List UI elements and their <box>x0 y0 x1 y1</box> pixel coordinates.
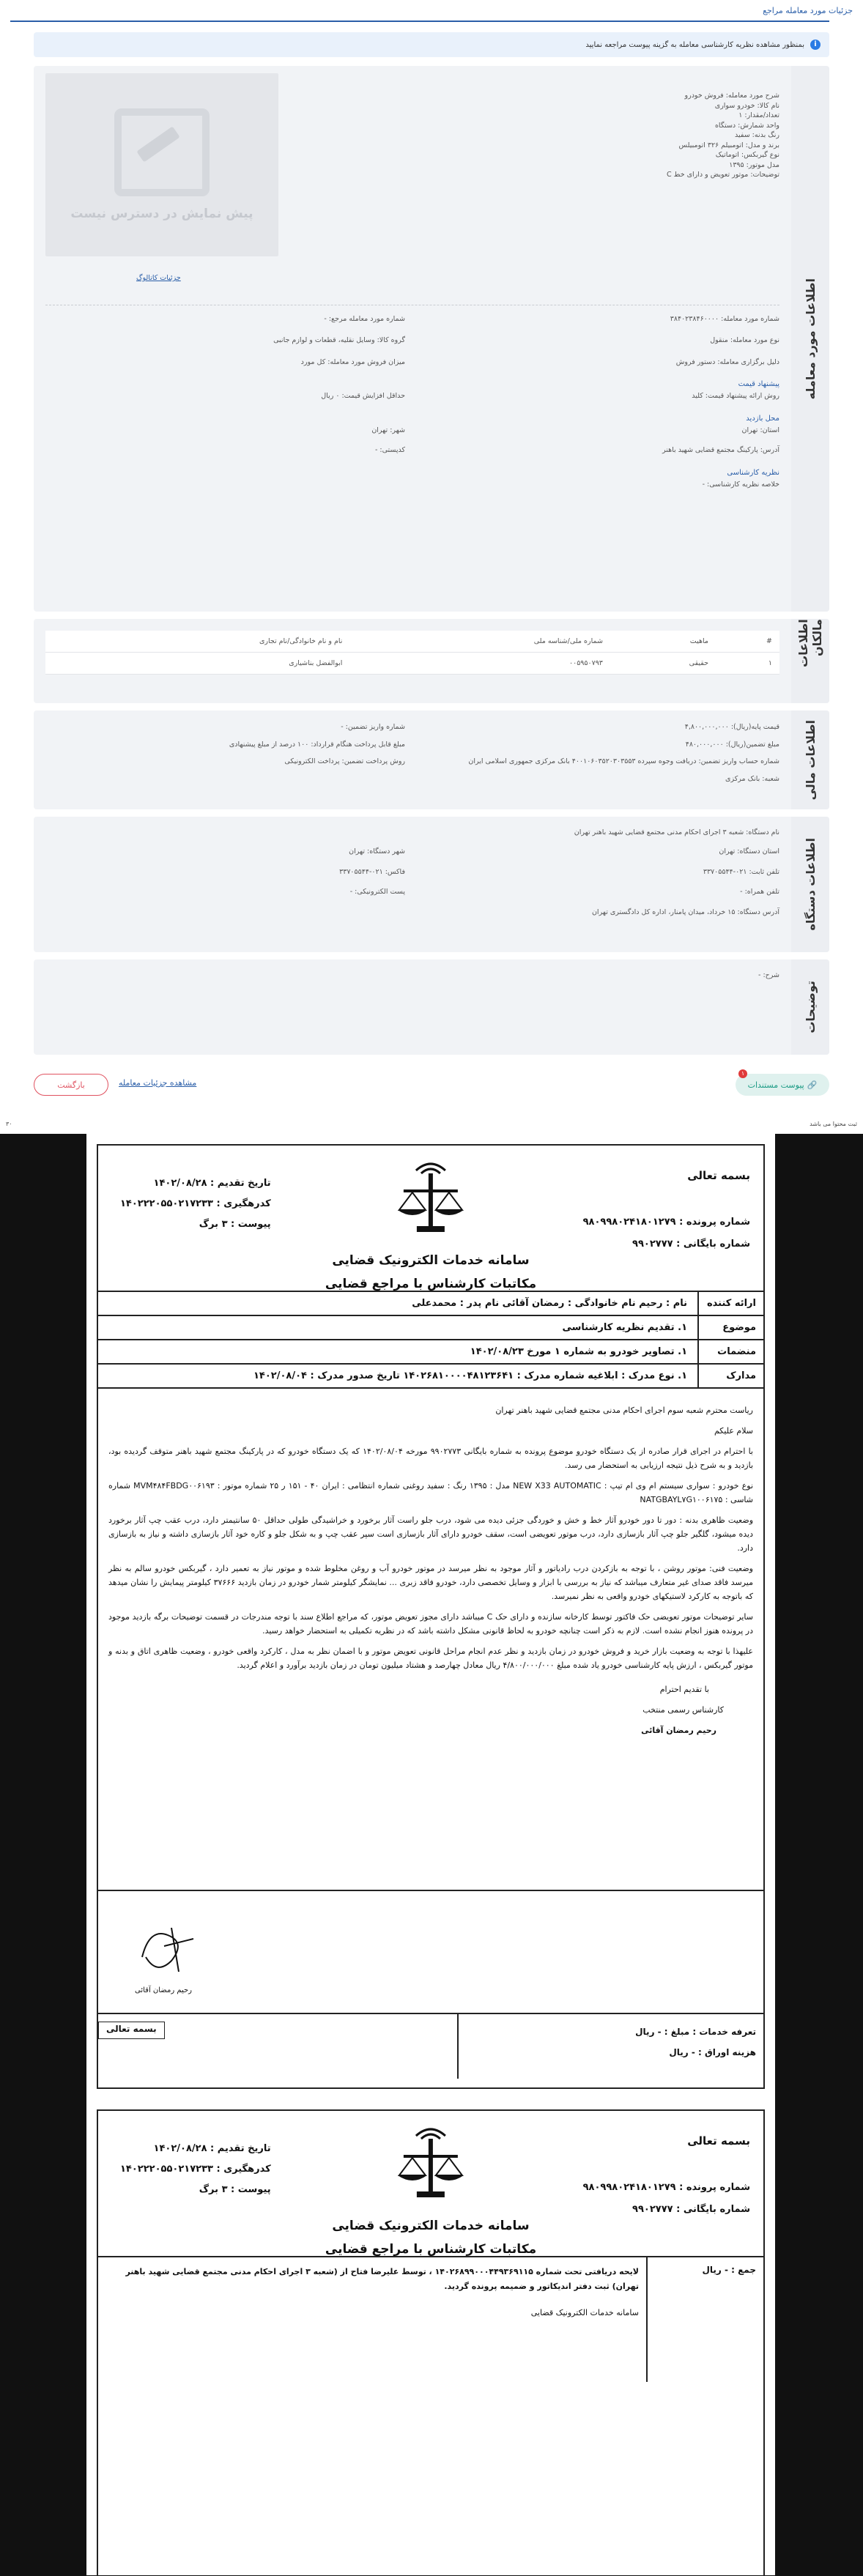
signature-name: رحیم رمضان آقائی <box>135 1986 193 1994</box>
device-fields <box>45 847 779 917</box>
signer-name: رحیم رمضان آقائی <box>641 1726 716 1735</box>
document-header-2 <box>98 2111 763 2257</box>
deal-field: شماره مورد معامله: ۳۸۴۰۲۳۸۴۶۰۰۰۰ <box>670 314 779 323</box>
letter-body <box>98 1389 763 1751</box>
service-fee: تعرفه خدمات : مبلغ : - ریال <box>635 2027 756 2037</box>
device-field: استان دستگاه: تهران <box>719 847 779 855</box>
info-icon: i <box>810 40 821 50</box>
archive-number: شماره بایگانی : ۹۹۰۲۷۷۷ <box>632 1239 750 1250</box>
spec-line: رنگ بدنه: سفید <box>735 131 779 139</box>
action-bar <box>34 1068 829 1097</box>
column-header: # <box>716 631 779 653</box>
case-number-2: شماره پرونده : ۹۸۰۹۹۸۰۲۴۱۸۰۱۲۷۹ <box>582 2182 750 2193</box>
finance-field: مبلغ تضمین(ریال): ۴۸۰,۰۰۰,۰۰۰ <box>685 740 779 749</box>
location-fields <box>45 426 779 456</box>
finance-field: روش پرداخت تضمین: پرداخت الکترونیکی <box>284 757 405 765</box>
submit-date-2: تاریخ تقدیم : ۱۴۰۲/۰۸/۲۸ <box>153 2143 271 2154</box>
document-page-2 <box>86 2099 775 2575</box>
case-number: شماره پرونده : ۹۸۰۹۹۸۰۲۴۱۸۰۱۲۷۹ <box>582 1217 750 1228</box>
spec-line: واحد شمارش: دستگاه <box>714 121 779 130</box>
spec-line: نوع گیربکس: اتوماتیک <box>715 151 779 159</box>
location-field: آدرس: پارکینگ مجتمع قضایی شهید باهنر <box>662 446 779 454</box>
signature-box <box>98 1890 763 2014</box>
spec-line: نام کالا: خودرو سواری <box>714 101 779 110</box>
tracking-code: کدرهگیری : ۱۴۰۲۲۲۰۵۵۰۲۱۷۲۳۳ <box>120 1198 271 1209</box>
finance-section <box>34 710 829 809</box>
device-field: آدرس دستگاه: ۱۵ خرداد، میدان پامنار، اداره کل دادگستری تهران <box>591 907 779 916</box>
finance-section-label: اطلاعات مالی <box>791 710 829 809</box>
attachments-button[interactable]: 🔗 پیوست مستندات <box>736 1074 829 1096</box>
image-placeholder <box>45 73 278 256</box>
basmala-2: بسمه تعالی <box>687 2134 750 2148</box>
field-key: ارائه کننده <box>697 1292 763 1315</box>
receipt-text: لایحه دریافتی تحت شماره ۱۴۰۲۶۸۹۹۰۰۰۴۴۹۳۶۹۱۱۵ ، توسط علیرضا فتاح از (شعبه ۳ اجرای احکام مدنی مجتمع قضایی شهید باهنر تهران) ثبت دفتر اندیکاتور و ضمیمه پرونده گردید. <box>125 2267 639 2291</box>
attachments-count-badge: ۱ <box>738 1069 747 1078</box>
owners-section-label: اطلاعات مالکان <box>791 619 829 703</box>
spec-line: برند و مدل: اتومبیلم ۳۲۶ اتومبیلس <box>678 141 779 149</box>
device-name: نام دستگاه: شعبه ۳ اجرای احکام مدنی مجتمع قضایی شهید باهنر تهران <box>574 828 779 836</box>
table-cell: ۰۰۵۹۵۰۷۹۳ <box>349 653 610 675</box>
column-header: نام و نام خانوادگی/نام تجاری <box>45 631 349 653</box>
document-field-row <box>98 1340 763 1365</box>
column-header: ماهیت <box>610 631 716 653</box>
table-cell: ابوالفضل بناشیاری <box>45 653 349 675</box>
archive-number-2: شماره بایگانی : ۹۹۰۲۷۷۷ <box>632 2204 750 2215</box>
location-field: استان: تهران <box>741 426 779 434</box>
field-key: مدارک <box>697 1365 763 1387</box>
viewer-toolbar <box>0 1113 863 1134</box>
document-field-row <box>98 1316 763 1340</box>
judiciary-emblem-icon <box>390 2123 471 2203</box>
finance-field: قیمت پایه(ریال): ۴,۸۰۰,۰۰۰,۰۰۰ <box>684 723 779 731</box>
field-value: ۱. تقدیم نظریه کارشناسی <box>562 1322 687 1333</box>
org-subtitle: مکاتبات کارشناس با مراجع قضایی <box>325 1277 537 1291</box>
deal-field: گروه کالا: وسایل نقلیه، قطعات و لوازم جانبی <box>273 336 405 344</box>
device-field: پست الکترونیکی: - <box>349 888 405 896</box>
finance-field: شماره حساب واریز تضمین: دریافت وجوه سپرده ۴۰۰۱۰۶۰۳۵۲۰۳۰۳۵۵۳ بانک مرکزی جمهوری اسلامی ایران <box>468 757 779 765</box>
deal-field: میزان فروش مورد معامله: کل مورد <box>300 357 405 366</box>
letter-paragraph: با احترام در اجرای قرار صادره از یک دستگاه خودرو موضوع پرونده به شماره بایگانی ۹۹۰۲۷۷۳ مورخه ۱۴۰۲/۰۸/۰۴ که یک دستگاه خودرو که در پارکینگ مجتمع شهید باهنر متوقف گردیده بود، بازدید و به شرح ذیل نتیجه ارزیابی به استحضار می رسد. <box>108 1447 753 1470</box>
deal-section <box>34 66 829 612</box>
info-banner <box>34 32 829 57</box>
field-value: ۱. تصاویر خودرو به شماره ۱ مورخ ۱۴۰۲/۰۸/۲۳ <box>470 1346 687 1357</box>
catalog-link[interactable]: جزئیات کاتالوگ <box>136 274 181 282</box>
fees-row <box>98 2013 763 2079</box>
spec-line: تعداد/مقدار: ۱ <box>738 111 779 119</box>
deal-details-panel <box>0 0 863 1134</box>
device-field: شهر دستگاه: تهران <box>349 847 405 855</box>
viewer-strip-text: ثبت محتوا می باشد <box>810 1120 857 1127</box>
location-field: کدپستی: - <box>374 446 405 454</box>
location-field: شهر: تهران <box>371 426 405 434</box>
table-cell: حقیقی <box>610 653 716 675</box>
document-viewer[interactable] <box>0 1134 863 2576</box>
notes-section-label: توضیحات <box>791 959 829 1055</box>
owners-section <box>34 619 829 703</box>
addressee: ریاست محترم شعبه سوم اجرای احکام مدنی مجتمع قضایی شهید باهنر تهران <box>495 1406 753 1415</box>
paper-cost: هزینه اوراق : - ریال <box>669 2047 756 2057</box>
letter-paragraph: علیهذا با توجه به وضعیت بازار خرید و فروش خودرو در زمان بازدید و نظر عدم انجام مراحل قانونی تعویض موتور و با اضمان نظر به مدل ، کارکرد واقعی خودرو ، وضعیت ظاهری اتاق و بدنه و موتور گیربکس ، ارزش پایه کارشناسی خودرو یاد شده مبلغ ۴/۸۰۰/۰۰۰/۰۰۰ ریال معادل چهارصد و هشتاد میلیون تومان در زمان بازدید برآورد و اعلام گردید. <box>108 1647 753 1670</box>
device-section <box>34 817 829 952</box>
tracking-code-2: کدرهگیری : ۱۴۰۲۲۲۰۵۵۰۲۱۷۲۳۳ <box>120 2164 271 2175</box>
finance-field: شعبه: بانک مرکزی <box>725 774 779 783</box>
device-section-label: اطلاعات دستگاه <box>791 817 829 952</box>
offer-field: حداقل افزایش قیمت: ۰ ریال <box>321 392 405 400</box>
signature-image <box>127 1913 208 1986</box>
page-title: جزئیات مورد معامله مراجع <box>763 5 853 15</box>
device-field: فاکس: ۰۲۱-۳۳۷۰۵۵۴۴ <box>339 867 405 876</box>
back-button[interactable]: بازگشت <box>34 1074 108 1096</box>
total: جمع : - ریال <box>646 2257 763 2382</box>
offer-field: روش ارائه پیشنهاد قیمت: کلید <box>692 392 779 400</box>
signer-title: کارشناس رسمی منتخب <box>642 1705 724 1715</box>
table-row <box>45 653 779 675</box>
spec-line: مدل موتور: ۱۳۹۵ <box>729 160 779 169</box>
field-key: موضوع <box>697 1316 763 1339</box>
deal-field: دلیل برگزاری معامله: دستور فروش <box>675 357 779 366</box>
document-header <box>98 1146 763 1292</box>
letter-paragraph: سایر توضیحات موتور تعویضی حک فاکتور توسط کارخانه سازنده و دارای حک C میباشد دارای مجوز تعویض موتور، که مراجع اطلاع سند با توجه مندرجات در قسمت توضیحات برگه بازدید موجود در پرونده هنوز انجام نشده است. لازم به ذکر است چنانچه خودرو به لحاظ قانونی مشکل داشته باشد که در نظریه تکمیلی به استحضار خواهد رسید. <box>108 1612 753 1636</box>
field-key: منضمات <box>697 1340 763 1363</box>
receipt-row <box>98 2257 763 2382</box>
opinion-fields <box>45 480 779 490</box>
field-value: نام : رحیم نام خانوادگی : رمضان آقائی نام پدر : محمدعلی <box>412 1298 687 1309</box>
receipt-org: سامانه خدمات الکترونیک قضایی <box>530 2308 639 2317</box>
document-field-row <box>98 1365 763 1389</box>
letter-paragraph: نوع خودرو : سواری سیستم ام وی ام تیپ : NEW X33 AUTOMATIC مدل : ۱۳۹۵ رنگ : سفید روغنی شماره انتظامی : ایران ۴۰ - ۱۵۱ ر ۲۵ شماره موتور : MVM۴۸۴FBDG۰۰۶۱۹۳ شماره شاسی : NATGBAYL۷G۱۰۰۶۱۷۵ <box>108 1481 754 1504</box>
table-cell: ۱ <box>716 653 779 675</box>
letter-paragraph: وضعیت فنی: موتور روشن ، با توجه به بازکردن درب رادیاتور و آثار موجود به نظر میرسد در موتور خودرو آب و روغن مخلوط شده و موتور نیاز به تعمیر دارد ، گیربکس خودرو سالم به نظر میرسد فاقد صدای غیر متعارف میباشد که نیاز به بررسی با ابزار و وسایل تخصصی دارد، خودرو فاقد زبری ... نمایشگر کیلومتر شمار خودرو در زمان بازدید ۳۷۶۶۶ کیلومتر پیمایش را نشان میدهد که باتوجه به کارکرد لاستیکهای خودرو واقعی به نظر نمیرسد. <box>108 1564 753 1601</box>
org-subtitle-2: مکاتبات کارشناس با مراجع قضایی <box>325 2242 537 2257</box>
title-underline <box>10 21 829 22</box>
offer-title: پیشنهاد قیمت <box>738 380 779 388</box>
attachment-pages-2: پیوست : ۳ برگ <box>199 2184 271 2195</box>
spec-line: شرح مورد معامله: فروش خودرو <box>684 92 779 100</box>
document-fields <box>98 1292 763 1389</box>
opinion-field: خلاصه نظریه کارشناسی: - <box>702 480 779 489</box>
basmala: بسمه تعالی <box>687 1169 750 1182</box>
field-value: ۱. نوع مدرک : ابلاغیه شماره مدرک : ۱۴۰۲۶۸۱۰۰۰۰۴۸۱۲۳۶۴۱ تاریخ صدور مدرک : ۱۴۰۲/۰۸/۰۴ <box>253 1370 687 1381</box>
judiciary-emblem-icon <box>390 1157 471 1238</box>
letter-paragraph: وضعیت ظاهری بدنه : دور تا دور خودرو آثار خط و خش و خوردگی جزئی دیده می شود، درب جلو راست آثار برخورد و خراشیدگی طولی حداقل ۵۰ سانتیمتر دارد، درب عقب چپ آثار برخورد دیده میشود، گلگیر جلو چپ آثار بازسازی دارد، درب موتور تعویضی است، سقف خودرو دارای آثار بازسازی است سپر عقب چپ و به شکل جلو و کاره خود آثار بازسازی داشته و نیاز به بازسازی دارد. <box>108 1515 754 1553</box>
spec-line: توضیحات: موتور تعویض و دارای خط C <box>667 171 779 179</box>
deal-field: شماره مورد معامله مرجع: - <box>324 314 405 323</box>
gavel-image-icon <box>114 108 210 196</box>
notes-section <box>34 959 829 1055</box>
notes-text: شرح: - <box>758 971 779 979</box>
stamp-basmala: بسمه تعالی <box>98 2022 165 2039</box>
org-name: سامانه خدمات الکترونیک قضایی <box>332 1253 530 1268</box>
attachment-pages: پیوست : ۳ برگ <box>199 1219 271 1230</box>
finance-fields <box>45 722 779 784</box>
deal-section-label: اطلاعات مورد معامله <box>791 66 829 612</box>
location-title: محل بازدید <box>746 414 779 423</box>
column-header: شماره ملی/شناسه ملی <box>349 631 610 653</box>
greeting: سلام علیکم <box>714 1426 753 1436</box>
owners-table <box>45 631 779 675</box>
paperclip-icon: 🔗 <box>807 1080 818 1090</box>
offer-fields <box>45 391 779 401</box>
closing: با تقدیم احترام <box>659 1685 709 1694</box>
device-field: تلفن همراه: - <box>740 888 779 896</box>
deal-fields <box>45 314 779 368</box>
view-deal-details-link[interactable]: مشاهده جزئیات معامله <box>119 1078 197 1088</box>
finance-field: شماره واریز تضمین: - <box>341 723 405 731</box>
finance-field: مبلغ قابل پرداخت هنگام قرارداد: ۱۰۰ درصد از مبلغ پیشنهادی <box>229 740 405 749</box>
deal-field: نوع مورد معامله: منقول <box>710 336 779 344</box>
table-header <box>45 631 779 653</box>
submit-date: تاریخ تقدیم : ۱۴۰۲/۰۸/۲۸ <box>153 1178 271 1189</box>
info-banner-text: بمنظور مشاهده نظریه کارشناسی معامله به گزینه پیوست مراجعه نمایید <box>585 40 804 49</box>
device-field: تلفن ثابت: ۰۲۱-۳۳۷۰۵۵۴۴ <box>703 867 779 876</box>
opinion-title: نظریه کارشناسی <box>727 468 779 477</box>
viewer-page-info: ۳۰ <box>6 1120 12 1127</box>
image-unavailable-text: پیش نمایش در دسترس نیست <box>70 207 253 221</box>
document-page-1 <box>86 1134 775 2108</box>
org-name-2: سامانه خدمات الکترونیک قضایی <box>332 2219 530 2233</box>
